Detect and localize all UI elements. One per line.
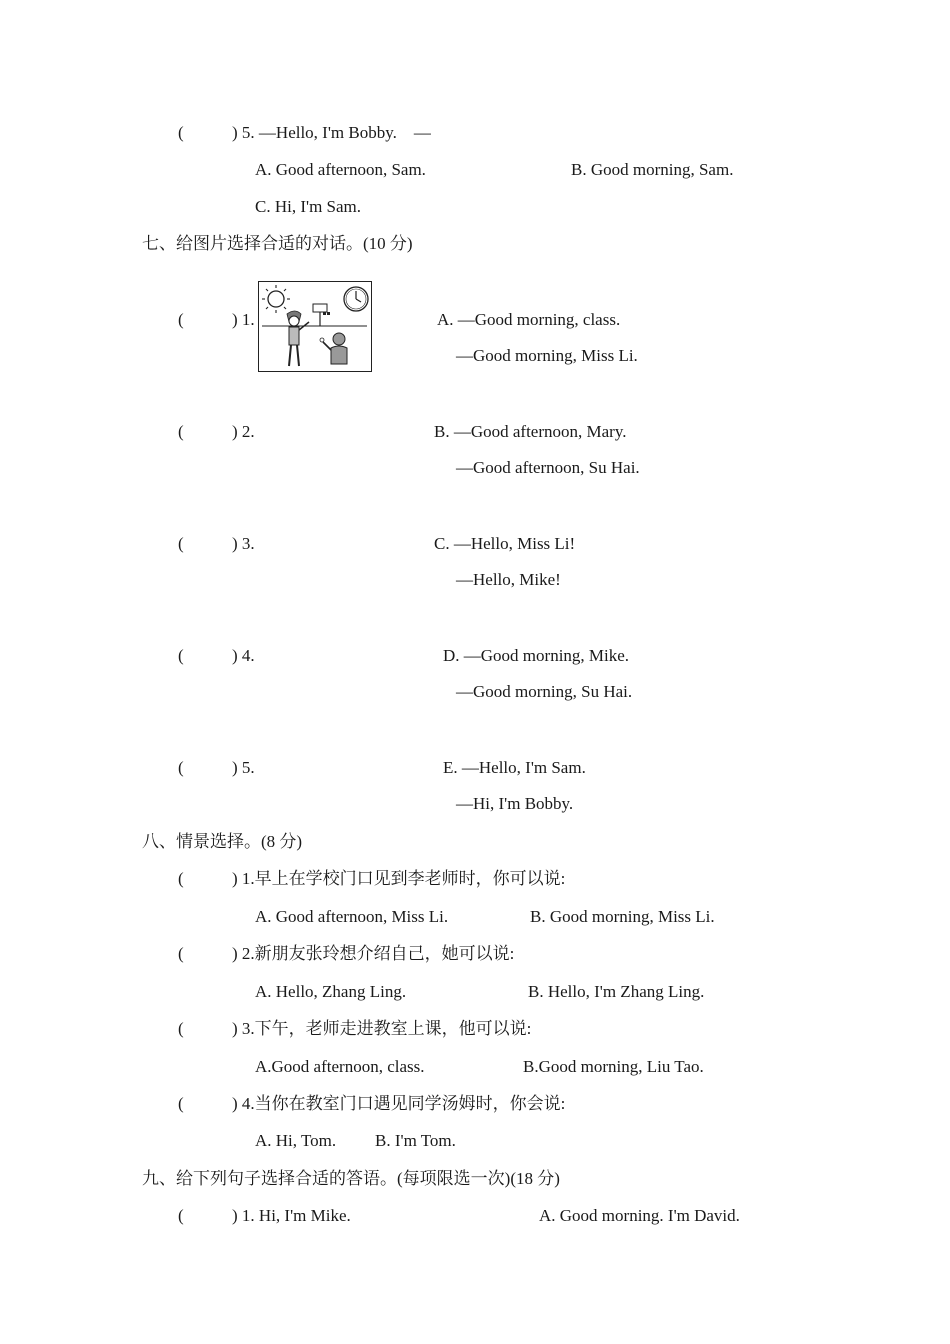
option-a: A.Good afternoon, class. — [255, 1057, 425, 1076]
dialogue-reply: —Good afternoon, Su Hai. — [456, 458, 640, 477]
answer-paren[interactable]: ( — [178, 1019, 184, 1038]
dialogue-line: E. —Hello, I'm Sam. — [443, 758, 586, 777]
dialogue-reply: —Hi, I'm Bobby. — [456, 794, 574, 813]
answer-paren[interactable]: ( — [178, 310, 184, 329]
option-a: A. Good afternoon, Sam. — [255, 160, 426, 179]
option-b: B. Hello, I'm Zhang Ling. — [528, 982, 705, 1001]
option-b: B. Good morning, Miss Li. — [530, 907, 715, 926]
question-number: ) 4. — [232, 646, 255, 665]
question-number: ) 2. — [232, 422, 255, 441]
answer-paren[interactable]: ( — [178, 869, 184, 888]
option-a: A. Hello, Zhang Ling. — [255, 982, 407, 1001]
section-heading-8: 八、情景选择。(8 分) — [142, 832, 303, 851]
answer-paren[interactable]: ( — [178, 1094, 184, 1113]
question-stem: ) 2.新朋友张玲想介绍自己，她可以说: — [232, 944, 515, 963]
dialogue-line: B. —Good afternoon, Mary. — [434, 422, 627, 441]
dialogue-line: D. —Good morning, Mike. — [443, 646, 630, 665]
answer-paren[interactable]: ( — [178, 1206, 184, 1225]
dialogue-line: C. —Hello, Miss Li! — [434, 534, 576, 553]
question-stem: ) 5. —Hello, I'm Bobby. — — [232, 123, 431, 142]
question-number: ) 1. — [232, 310, 255, 329]
answer-paren[interactable]: ( — [178, 944, 184, 963]
dialogue-reply: —Hello, Mike! — [456, 570, 561, 589]
question-stem: ) 1.早上在学校门口见到李老师时，你可以说: — [232, 869, 566, 888]
option-b: B. Good morning, Sam. — [571, 160, 734, 179]
question-stem: ) 4.当你在教室门口遇见同学汤姆时，你会说: — [232, 1094, 566, 1113]
dialogue-reply: —Good morning, Miss Li. — [456, 346, 638, 365]
answer-paren[interactable]: ( — [178, 646, 184, 665]
answer-paren[interactable]: ( — [178, 123, 184, 142]
section-heading-9: 九、给下列句子选择合适的答语。(每项限选一次)(18 分) — [142, 1169, 560, 1188]
greeting-illustration — [258, 281, 372, 372]
option-a: A. Good afternoon, Miss Li. — [255, 907, 449, 926]
option-b: B.Good morning, Liu Tao. — [523, 1057, 704, 1076]
question-number: ) 5. — [232, 758, 255, 777]
section-heading-7: 七、给图片选择合适的对话。(10 分) — [142, 234, 413, 253]
option-a: A. Good morning. I'm David. — [539, 1206, 740, 1225]
question-stem: ) 1. Hi, I'm Mike. — [232, 1206, 351, 1225]
option-c: C. Hi, I'm Sam. — [255, 197, 362, 216]
question-number: ) 3. — [232, 534, 255, 553]
dialogue-line: A. —Good morning, class. — [437, 310, 621, 329]
option-b: B. I'm Tom. — [375, 1131, 456, 1150]
answer-paren[interactable]: ( — [178, 534, 184, 553]
option-a: A. Hi, Tom. — [255, 1131, 337, 1150]
dialogue-reply: —Good morning, Su Hai. — [456, 682, 633, 701]
scene-sun-clock-people-icon — [259, 282, 370, 370]
answer-paren[interactable]: ( — [178, 422, 184, 441]
answer-paren[interactable]: ( — [178, 758, 184, 777]
question-stem: ) 3.下午，老师走进教室上课，他可以说: — [232, 1019, 532, 1038]
